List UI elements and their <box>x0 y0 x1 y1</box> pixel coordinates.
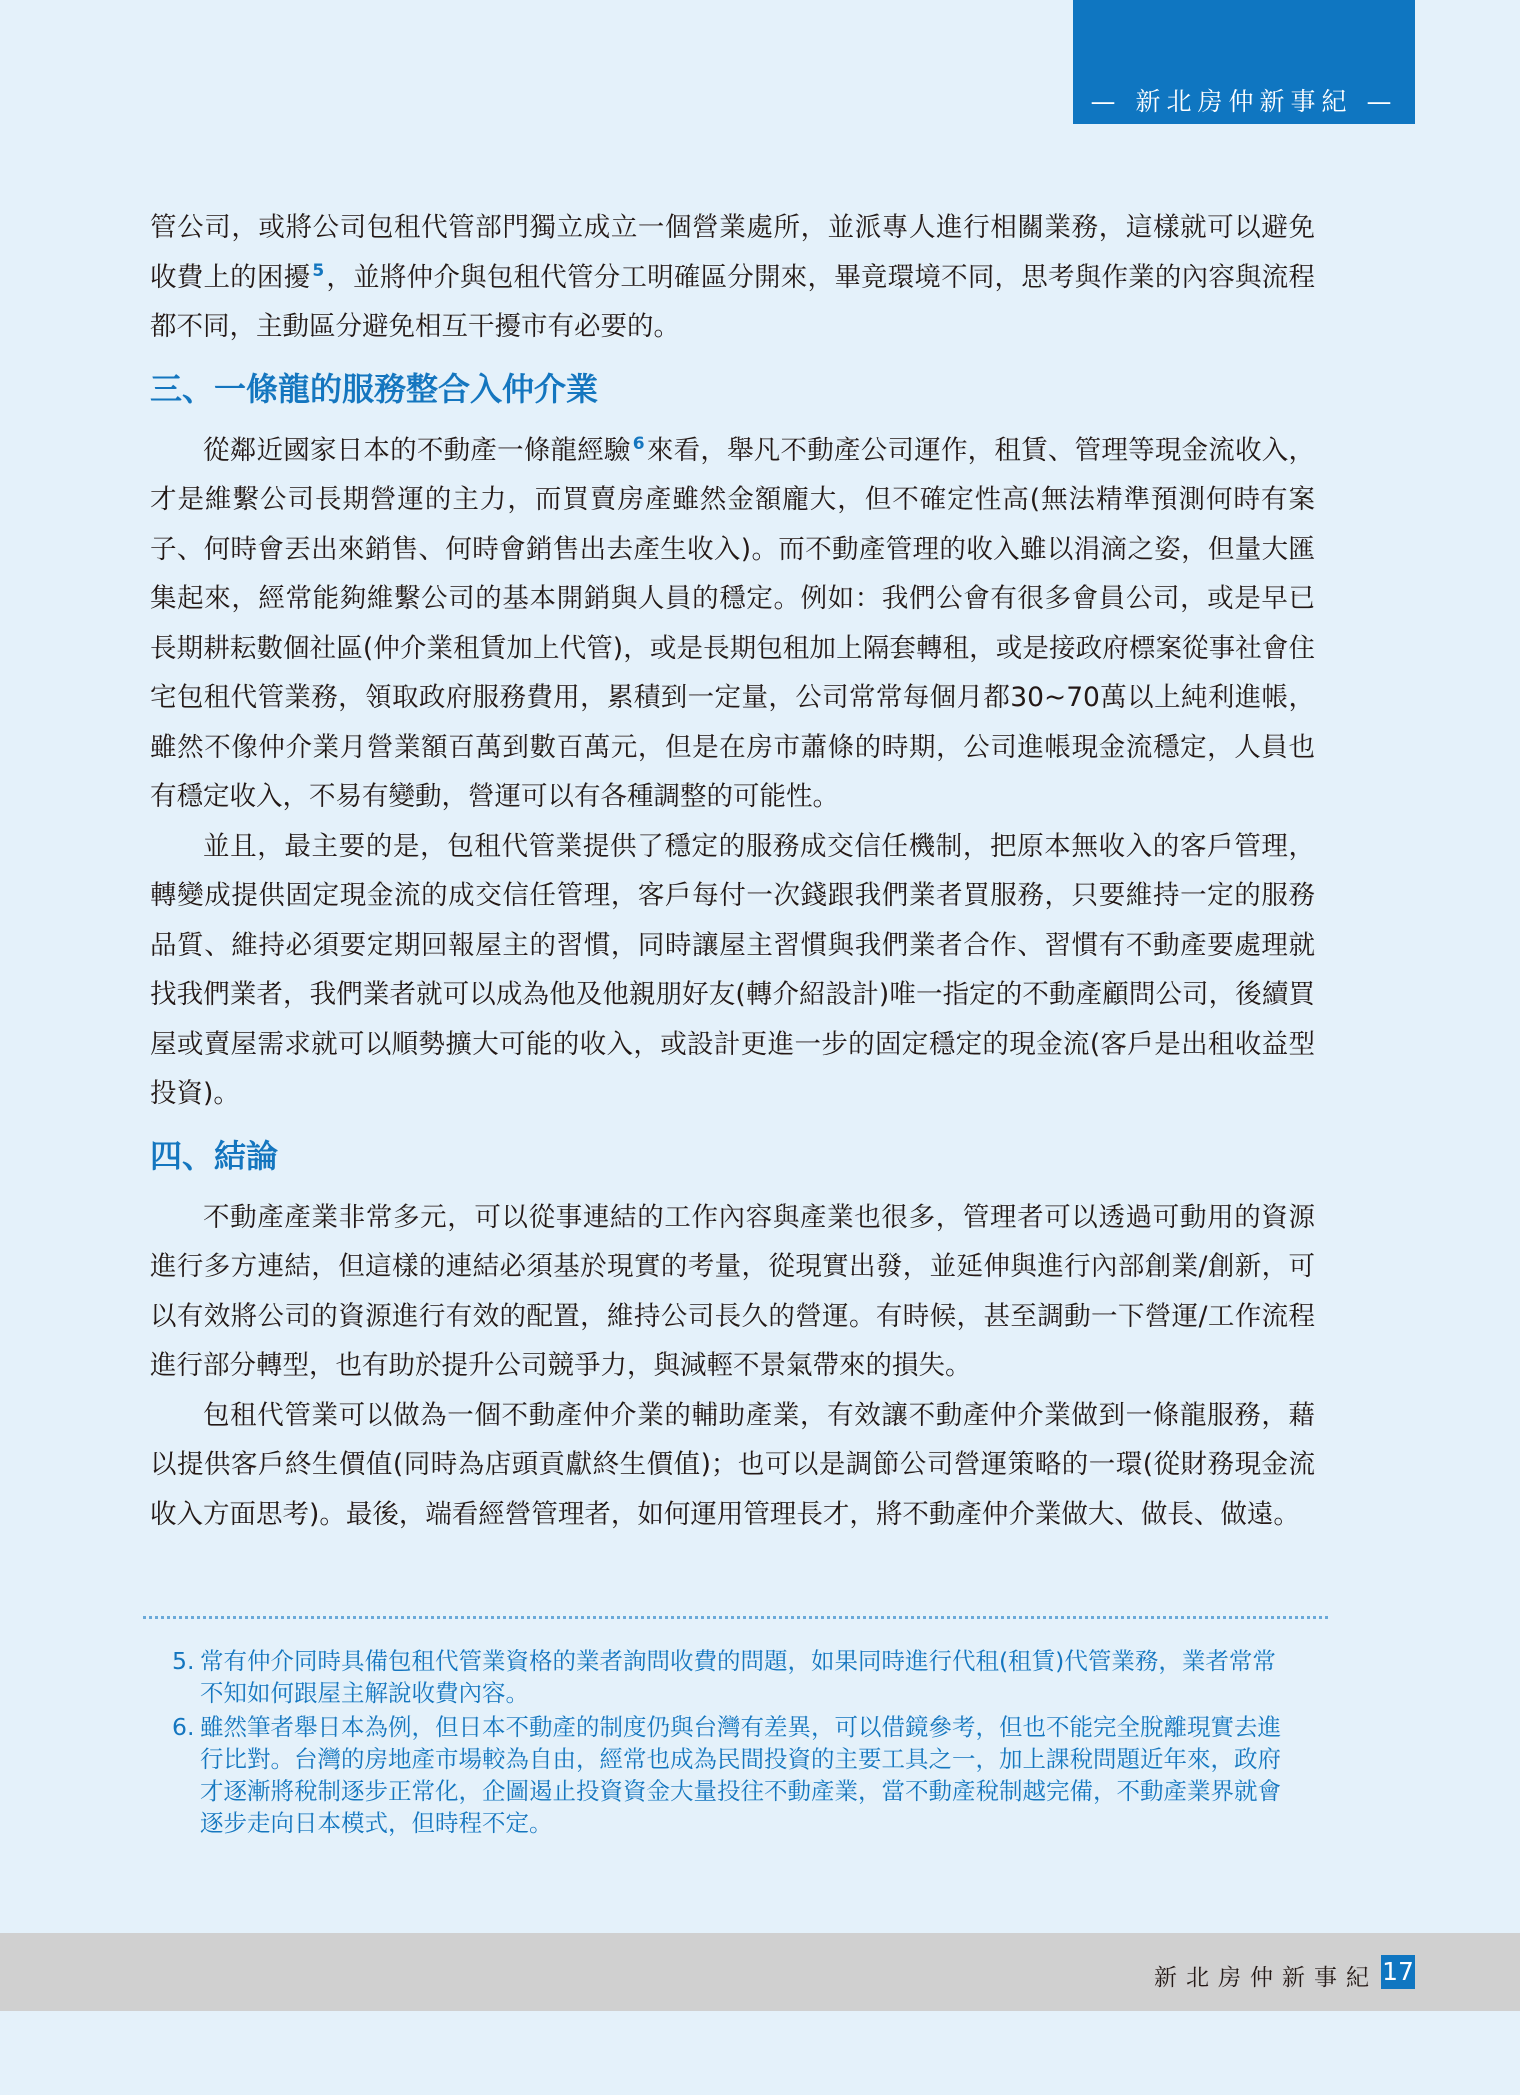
header-title-tab <box>1073 0 1415 124</box>
section-heading-3: 三、一條龍的服務整合入仲介業 <box>150 369 599 408</box>
footnote-number: 5. <box>172 1647 195 1675</box>
footnote-5 <box>172 1645 1292 1709</box>
footnote-number: 6. <box>172 1713 195 1741</box>
footnote-ref-6[interactable]: 6 <box>632 433 645 454</box>
footnote-6 <box>172 1711 1292 1839</box>
paragraph-5: 包租代管業可以做為一個不動產仲介業的輔助產業，有效讓不動產仲介業做到一條龍服務，藉以提供客戶終生價值(同時為店頭貢獻終生價值)；也可以是調節公司營運策略的一環(從財務現金流收入方面思考)。最後，端看經營管理者，如何運用管理長才，將不動產仲介業做大、做長、做遠。 <box>150 1399 1315 1530</box>
paragraph-1: 管公司，或將公司包租代管部門獨立成立一個營業處所，並派專人進行相關業務，這樣就可以避免收費上的困擾 $^5$，並將仲介與包租代管分工明確區分開來，畢竟環境不同，思考與作業的內容與流程都不同，主動區分避免相互干擾市有必要的。 <box>150 212 1316 342</box>
footnotes <box>172 1645 1292 1841</box>
footnote-ref-5[interactable]: 5 <box>312 260 325 281</box>
paragraph-2: 從鄰近國家日本的不動產一條龍經驗 $^6$來看，舉凡不動產公司運作，租賃、管理等現金流收入，才是維繫公司長期營運的主力，而買賣房產雖然金額龐大，但不確定性高(無法精準預測何時有案子、何時會丟出來銷售、何時會銷售出去產生收入)。而不動產管理的收入雖以涓滴之姿，但量大匯集起來，經常能夠維繫公司的基本開銷與人員的穩定。例如：我們公會有很多會員公司，或是早已長期耕耘數個社區(仲介業租賃加上代管)，或是長期包租加上隔套轉租，或是接政府標案從事社會住宅包租代管業務，領取政府服務費用，累積到一定量，公司常常每個月都30~70萬以上純利進帳，雖然不像仲介業月營業額百萬到數百萬元，但是在房市蕭條的時期，公司進帳現金流穩定，人員也有穩定收入，不易有變動，營運可以有各種調整的可能性。 <box>150 433 1316 812</box>
page-number: 17 <box>1381 1955 1415 1989</box>
section-heading-4: 四、結論 <box>150 1136 279 1175</box>
footnote-text: 雖然筆者舉日本為例，但日本不動產的制度仍與台灣有差異，可以借鏡參考，但也不能完全脫離現實去進行比對。台灣的房地產市場較為自由，經常也成為民間投資的主要工具之一，加上課稅問題近年來，政府才逐漸將稅制逐步正常化，企圖遏止投資資金大量投往不動產業，當不動產稅制越完備，不動產業界就會逐步走向日本模式，但時程不定。 <box>200 1713 1281 1837</box>
footnote-divider <box>143 1616 1328 1619</box>
footnote-text: 常有仲介同時具備包租代管業資格的業者詢問收費的問題，如果同時進行代租(租賃)代管業務，業者常常不知如何跟屋主解說收費內容。 <box>200 1647 1276 1707</box>
footer-bar <box>0 1933 1520 2011</box>
paragraph-4: 不動產產業非常多元，可以從事連結的工作內容與產業也很多，管理者可以透過可動用的資源進行多方連結，但這樣的連結必須基於現實的考量，從現實出發，並延伸與進行內部創業/創新，可以有效將公司的資源進行有效的配置，維持公司長久的營運。有時候，甚至調動一下營運/工作流程進行部分轉型，也有助於提升公司競爭力，與減輕不景氣帶來的損失。 <box>150 1201 1315 1381</box>
header-title: — 新北房仲新事紀 — <box>1090 87 1398 116</box>
footer-title: 新北房仲新事紀 <box>1154 1965 1378 1991</box>
paragraph-3: 並且，最主要的是，包租代管業提供了穩定的服務成交信任機制，把原本無收入的客戶管理，轉變成提供固定現金流的成交信任管理，客戶每付一次錢跟我們業者買服務，只要維持一定的服務品質、維持必須要定期回報屋主的習慣，同時讓屋主習慣與我們業者合作、習慣有不動產要處理就找我們業者，我們業者就可以成為他及他親朋好友(轉介紹設計)唯一指定的不動產顧問公司，後續買屋或賣屋需求就可以順勢擴大可能的收入，或設計更進一步的固定穩定的現金流(客戶是出租收益型投資)。 <box>150 830 1315 1109</box>
article-body <box>150 203 1315 1539</box>
